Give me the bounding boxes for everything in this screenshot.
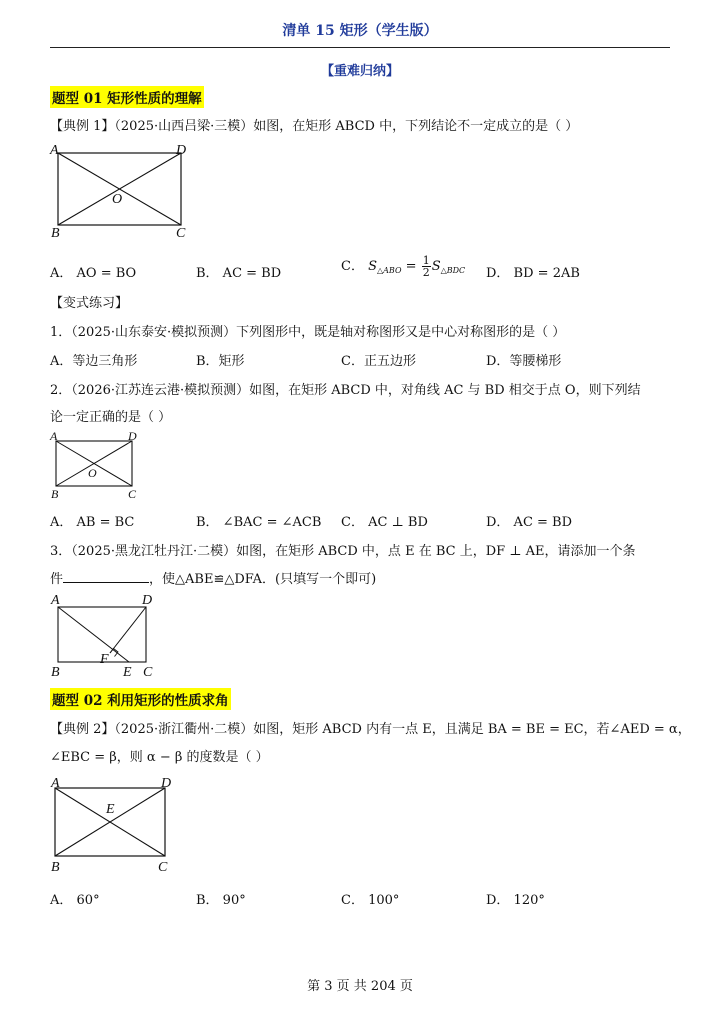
fig1-label-o: O	[112, 192, 123, 207]
fig1-label-c: C	[176, 226, 186, 241]
question-3-stem-line-1: 3．（2025·黑龙江牡丹江·二模）如图，在矩形 ABCD 中，点 E 在 BC 上，DF ⊥ AE，请添加一个条	[50, 544, 636, 559]
fig4-label-d: D	[161, 776, 172, 791]
option-c-sub1: △ABO	[377, 266, 402, 275]
header-rule	[50, 47, 670, 48]
question-2-option-b: B． ∠BAC = ∠ACB	[196, 515, 322, 530]
question-3-stem-pre: 件	[50, 572, 64, 587]
fig3-label-c: C	[143, 665, 153, 680]
fig3-label-e: E	[123, 665, 132, 680]
question-1-option-c: C．正五边形	[341, 354, 416, 369]
fig2-label-b: B	[51, 487, 59, 501]
variant-header: 【变式练习】	[50, 296, 129, 311]
fig4-label-b: B	[51, 860, 60, 875]
document-title: 清单 15 矩形（学生版）	[282, 23, 438, 39]
example-1-option-c	[341, 255, 465, 278]
fig3-label-d: D	[142, 593, 153, 608]
question-2-stem-line-2: 论一定正确的是（ ）	[50, 410, 172, 425]
example-2-stem-line-1: 【典例 2】（2025·浙江衢州·二模）如图，矩形 ABCD 内有一点 E，且满足 BA = BE = EC，若∠AED = α，	[50, 722, 691, 737]
option-c-prefix: C．	[341, 259, 364, 274]
fig1-label-a: A	[50, 143, 59, 158]
example-1-figure	[48, 140, 198, 242]
question-3-stem-line-2	[50, 568, 376, 587]
question-2-option-c: C． AC ⊥ BD	[341, 515, 428, 530]
example-1-option-b: B． AC = BD	[196, 266, 282, 281]
fig4-label-a: A	[51, 776, 60, 791]
topic-1-title: 题型 01 矩形性质的理解	[50, 86, 204, 108]
option-c-eq: =	[401, 259, 421, 274]
example-1-stem: 【典例 1】（2025·山西吕梁·三模）如图，在矩形 ABCD 中，下列结论不一定成立的是（ ）	[50, 119, 579, 134]
section-title: 【重难归纳】	[320, 64, 399, 79]
option-c-s2: S	[431, 259, 441, 274]
question-1-option-b: B．矩形	[196, 354, 245, 369]
question-3-stem-post: ，使△ABE≌△DFA．(只填写一个即可)	[149, 572, 377, 587]
example-2-option-b: B． 90°	[196, 893, 246, 908]
question-3-figure	[48, 590, 164, 680]
fig2-label-a: A	[50, 429, 58, 443]
option-c-sub2: △BDC	[440, 266, 466, 275]
question-2-figure	[48, 428, 148, 502]
question-1-option-d: D．等腰梯形	[486, 354, 562, 369]
question-2-stem-line-1: 2．（2026·江苏连云港·模拟预测）如图，在矩形 ABCD 中，对角线 AC 与 BD 相交于点 O，则下列结	[50, 383, 641, 398]
fig1-label-b: B	[51, 226, 60, 241]
fig3-label-f: F	[100, 652, 109, 667]
question-2-option-d: D． AC = BD	[486, 515, 573, 530]
fig2-label-o: O	[88, 466, 97, 480]
fig3-label-b: B	[51, 665, 60, 680]
fig2-label-d: D	[128, 429, 137, 443]
topic-2-title: 题型 02 利用矩形的性质求角	[50, 688, 231, 710]
example-1-option-d: D． BD = 2AB	[486, 266, 580, 281]
fig2-label-c: C	[128, 487, 137, 501]
example-2-option-c: C． 100°	[341, 893, 400, 908]
fig1-label-d: D	[176, 143, 187, 158]
option-c-s1: S	[368, 259, 377, 274]
question-1-stem: 1．（2025·山东泰安·模拟预测）下列图形中，既是轴对称图形又是中心对称图形的是（ ）	[50, 325, 566, 340]
example-1-option-a: A． AO = BO	[50, 266, 137, 281]
answer-blank[interactable]	[63, 570, 149, 583]
example-2-figure	[46, 770, 182, 876]
example-2-option-a: A． 60°	[50, 893, 100, 908]
option-c-fraction	[422, 255, 431, 278]
option-c-numerator: 1	[422, 254, 430, 267]
example-2-stem-line-2: ∠EBC = β，则 α − β 的度数是（ ）	[50, 750, 269, 765]
fig3-label-a: A	[51, 593, 60, 608]
page-footer: 第 3 页 共 204 页	[307, 979, 413, 994]
fig4-label-e: E	[106, 802, 115, 817]
fig4-label-c: C	[158, 860, 168, 875]
question-2-option-a: A． AB = BC	[50, 515, 135, 530]
question-1-option-a: A．等边三角形	[50, 354, 138, 369]
example-2-option-d: D． 120°	[486, 893, 545, 908]
option-c-denominator: 2	[422, 266, 430, 279]
